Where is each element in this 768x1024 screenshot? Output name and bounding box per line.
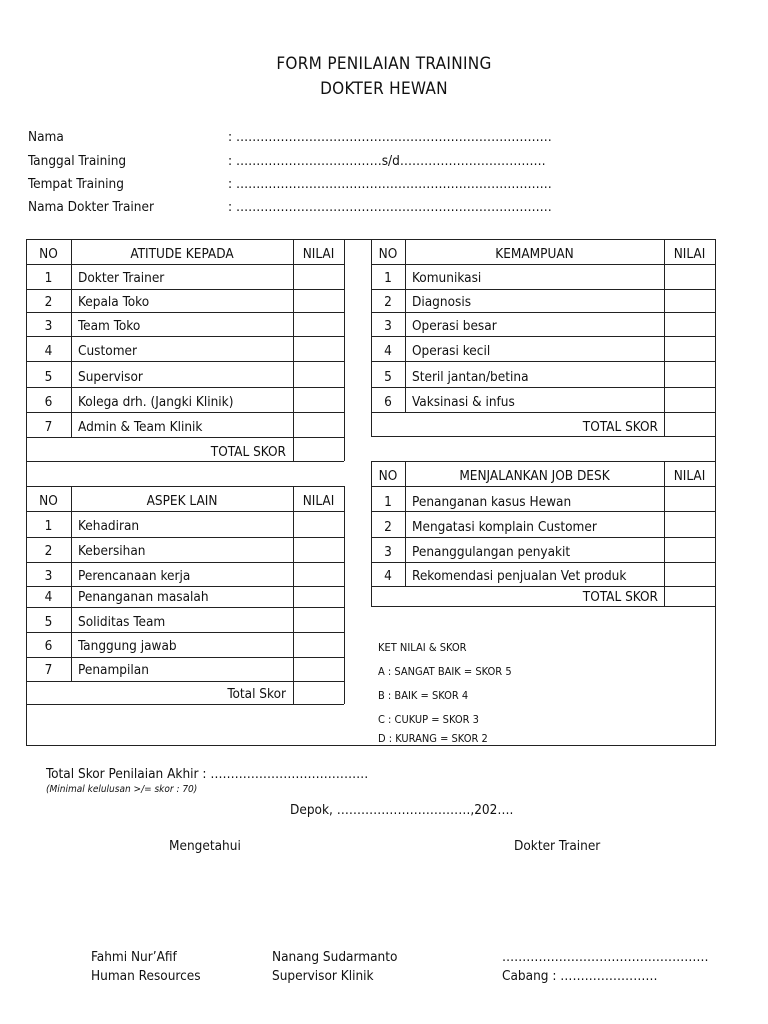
sikap-row-item: Kepala Toko <box>78 294 150 310</box>
jobdesk-row-no: 4 <box>384 568 392 584</box>
aspek-row-item: Tanggung jawab <box>78 638 177 654</box>
jobdesk-row-item: Penanggulangan penyakit <box>412 544 571 560</box>
aspek-header-no: NO <box>39 493 58 509</box>
aspek-total-label: Total Skor <box>227 686 286 702</box>
aspek-row-item: Soliditas Team <box>78 614 166 630</box>
dokter-trainer-label: Dokter Trainer <box>514 838 601 854</box>
sikap-row-no: 1 <box>44 270 53 286</box>
kemampuan-total-label: TOTAL SKOR <box>582 419 658 435</box>
sikap-header-item: ATITUDE KEPADA <box>130 246 234 262</box>
signatory-role: Human Resources <box>91 968 201 984</box>
jobdesk-row-no: 3 <box>384 544 392 560</box>
mengetahui-label: Mengetahui <box>169 838 241 854</box>
jobdesk-row-item: Mengatasi komplain Customer <box>412 519 597 535</box>
kemampuan-row-item: Diagnosis <box>412 294 472 310</box>
kemampuan-row-item: Komunikasi <box>412 270 482 286</box>
aspek-row-no: 3 <box>44 568 53 584</box>
sikap-row-item: Kolega drh. (Jangki Klinik) <box>78 394 234 410</box>
jobdesk-row-no: 2 <box>384 519 392 535</box>
form-title: FORM PENILAIAN TRAINING <box>276 54 492 74</box>
field-value-dokter[interactable]: : …………………………………………………………………… <box>228 199 552 215</box>
sikap-total-label: TOTAL SKOR <box>210 444 286 460</box>
field-label-tanggal: Tanggal Training <box>28 153 127 169</box>
ket-item: D : KURANG = SKOR 2 <box>378 732 488 745</box>
kemampuan-header-nilai: NILAI <box>673 246 706 262</box>
sikap-header-no: NO <box>39 246 58 262</box>
kemampuan-row-no: 4 <box>384 343 392 359</box>
sikap-row-no: 5 <box>44 369 53 385</box>
aspek-row-item: Perencanaan kerja <box>78 568 191 584</box>
aspek-header-nilai: NILAI <box>302 493 335 509</box>
kemampuan-row-no: 6 <box>384 394 392 410</box>
kemampuan-header-no: NO <box>378 246 398 262</box>
field-value-tempat[interactable]: : …………………………………………………………………… <box>228 176 552 192</box>
sikap-row-item: Dokter Trainer <box>78 270 165 286</box>
kemampuan-row-item: Operasi kecil <box>412 343 491 359</box>
kemampuan-row-no: 3 <box>384 318 392 334</box>
sikap-row-no: 3 <box>44 318 53 334</box>
total-akhir[interactable]: Total Skor Penilaian Akhir : ………………………………… <box>46 766 369 782</box>
minimal-note: (Minimal kelulusan >/= skor : 70) <box>46 784 198 795</box>
field-value-tanggal[interactable]: : ………………………………s/d……………………………… <box>228 153 546 169</box>
sikap-row-item: Team Toko <box>78 318 141 334</box>
aspek-row-no: 5 <box>44 614 53 630</box>
aspek-row-no: 2 <box>44 543 53 559</box>
ket-title: KET NILAI & SKOR <box>378 641 467 654</box>
signatory-name: Nanang Sudarmanto <box>272 949 398 965</box>
jobdesk-row-item: Penanganan kasus Hewan <box>412 494 572 510</box>
jobdesk-header-item: MENJALANKAN JOB DESK <box>459 468 610 484</box>
sikap-row-item: Customer <box>78 343 137 359</box>
sikap-row-no: 4 <box>44 343 53 359</box>
jobdesk-header-no: NO <box>378 468 398 484</box>
ket-item: C : CUKUP = SKOR 3 <box>378 713 479 726</box>
signatory-role: Supervisor Klinik <box>272 968 374 984</box>
ket-item: B : BAIK = SKOR 4 <box>378 689 469 702</box>
jobdesk-row-no: 1 <box>384 494 392 510</box>
aspek-row-item: Penanganan masalah <box>78 589 209 605</box>
aspek-row-no: 1 <box>44 518 53 534</box>
sikap-row-no: 2 <box>44 294 53 310</box>
kemampuan-row-item: Steril jantan/betina <box>412 369 529 385</box>
aspek-row-no: 4 <box>44 589 53 605</box>
kemampuan-row-no: 2 <box>384 294 392 310</box>
aspek-header-item: ASPEK LAIN <box>146 493 218 509</box>
field-value-nama[interactable]: : …………………………………………………………………… <box>228 129 552 145</box>
cabang-field[interactable]: Cabang : …………………… <box>502 968 658 984</box>
aspek-row-no: 6 <box>44 638 53 654</box>
sikap-row-item: Admin & Team Klinik <box>78 419 203 435</box>
sikap-row-no: 7 <box>44 419 53 435</box>
aspek-row-no: 7 <box>44 662 53 678</box>
aspek-row-item: Penampilan <box>78 662 149 678</box>
aspek-row-item: Kebersihan <box>78 543 146 559</box>
sikap-row-item: Supervisor <box>78 369 143 385</box>
jobdesk-total-label: TOTAL SKOR <box>582 589 658 605</box>
sikap-header-nilai: NILAI <box>302 246 335 262</box>
kemampuan-header-item: KEMAMPUAN <box>495 246 574 262</box>
sikap-row-no: 6 <box>44 394 53 410</box>
ket-item: A : SANGAT BAIK = SKOR 5 <box>378 665 512 678</box>
trainer-name-field[interactable]: …………………………………………… <box>502 949 709 965</box>
kemampuan-row-no: 5 <box>384 369 392 385</box>
kemampuan-row-item: Vaksinasi & infus <box>412 394 515 410</box>
jobdesk-header-nilai: NILAI <box>673 468 706 484</box>
kemampuan-row-item: Operasi besar <box>412 318 497 334</box>
signatory-name: Fahmi Nur’Afif <box>91 949 177 965</box>
jobdesk-row-item: Rekomendasi penjualan Vet produk <box>412 568 627 584</box>
kemampuan-row-no: 1 <box>384 270 392 286</box>
field-label-dokter: Nama Dokter Trainer <box>28 199 154 215</box>
form-subtitle: DOKTER HEWAN <box>320 79 448 99</box>
place-date[interactable]: Depok, ……………………………,202…. <box>290 802 514 818</box>
aspek-row-item: Kehadiran <box>78 518 140 534</box>
field-label-tempat: Tempat Training <box>28 176 124 192</box>
field-label-nama: Nama <box>28 129 64 145</box>
